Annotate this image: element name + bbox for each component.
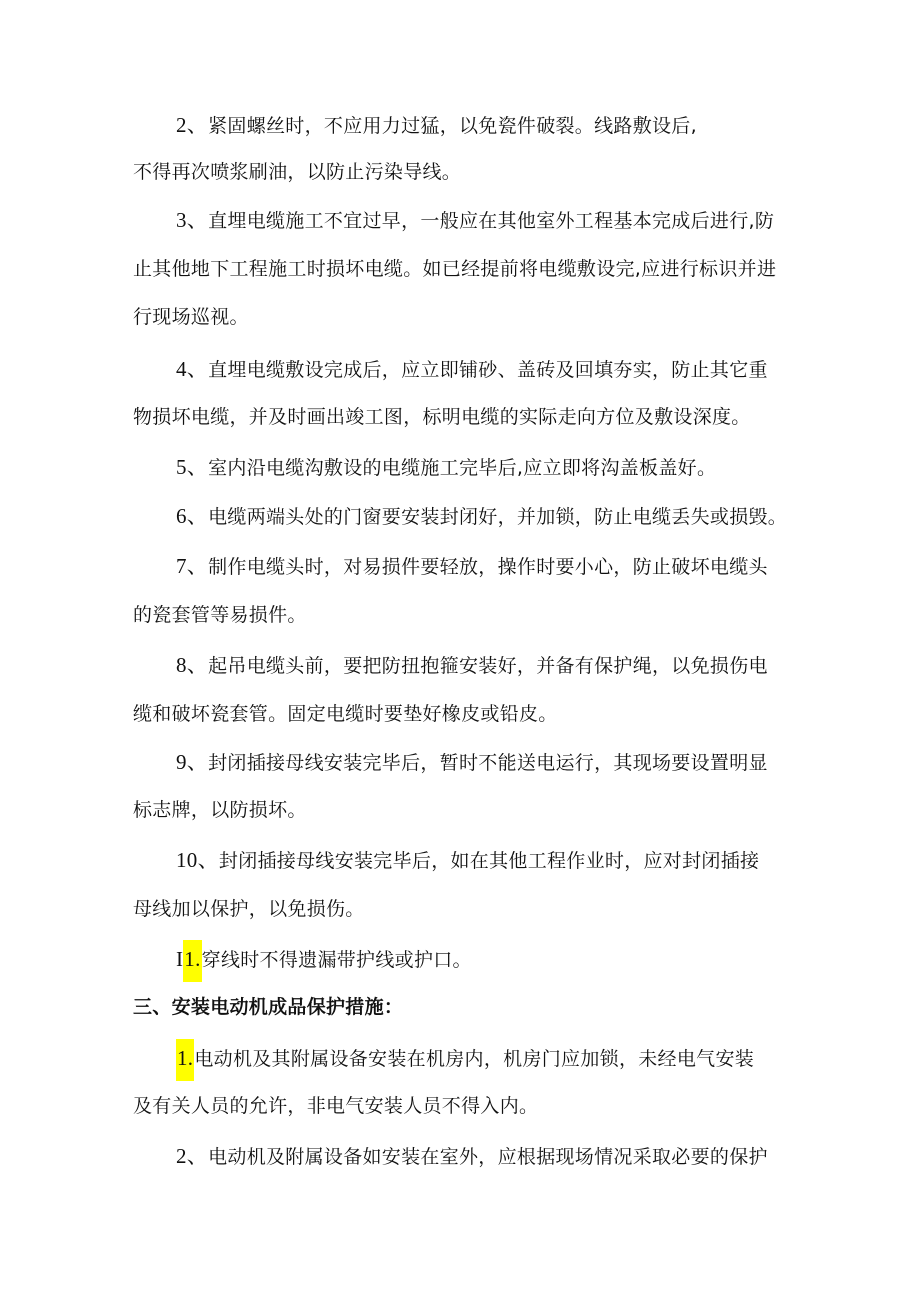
paragraph-text: 物损坏电缆，并及时画出竣工图，标明电缆的实际走向方位及敷设深度。 xyxy=(133,406,751,428)
item-number: 3、 xyxy=(176,208,209,232)
paragraph-line xyxy=(176,940,472,982)
paragraph-text: 封闭插接母线安装完毕后，暂时不能送电运行，其现场要设置明显 xyxy=(208,752,768,774)
paragraph-line xyxy=(176,553,768,580)
paragraph-text: 制作电缆头时，对易损件要轻放，操作时要小心，防止破坏电缆头 xyxy=(208,556,768,578)
paragraph-text: 电缆两端头处的门窗要安装封闭好，并加锁，防止电缆丢失或损毁。 xyxy=(208,506,788,528)
paragraph-line xyxy=(176,652,768,679)
item-number: 8、 xyxy=(176,653,209,677)
paragraph-text: 封闭插接母线安装完毕后，如在其他工程作业时，应对封闭插接 xyxy=(218,850,760,872)
paragraph-text: 电动机及其附属设备安装在机房内，机房门应加锁，未经电气安装 xyxy=(194,1048,755,1070)
paragraph-text: 行现场巡视。 xyxy=(133,306,249,328)
paragraph-text: 缆和破坏瓷套管。固定电缆时要垫好橡皮或铅皮。 xyxy=(133,703,558,725)
paragraph-line xyxy=(176,749,768,776)
item-number: I xyxy=(176,947,184,971)
item-number-highlight: 1. xyxy=(176,1039,194,1081)
paragraph-text: 及有关人员的允许，非电气安装人员不得入内。 xyxy=(133,1095,539,1117)
paragraph-line xyxy=(133,797,307,823)
paragraph-line xyxy=(133,304,249,330)
paragraph-line xyxy=(176,207,774,234)
paragraph-line xyxy=(176,847,759,874)
paragraph-line xyxy=(176,503,787,530)
paragraph-text: 标志牌，以防损坏。 xyxy=(133,799,307,821)
paragraph-text: 紧固螺丝时，不应用力过猛，以免瓷件破裂。线路敷设后, xyxy=(208,115,697,137)
paragraph-text: 不得再次喷浆刷油，以防止污染导线。 xyxy=(133,161,462,183)
paragraph-line xyxy=(176,1143,768,1170)
item-number: 2、 xyxy=(176,113,209,137)
paragraph-line xyxy=(133,602,307,628)
item-number: 6、 xyxy=(176,504,209,528)
section-heading: 三、安装电动机成品保护措施： xyxy=(133,996,404,1018)
paragraph-text: 直埋电缆敷设完成后，应立即铺砂、盖砖及回填夯实，防止其它重 xyxy=(208,359,768,381)
item-number: 5、 xyxy=(176,455,209,479)
paragraph-line xyxy=(176,1039,754,1081)
item-number: 7、 xyxy=(176,554,209,578)
paragraph-text: 穿线时不得遗漏带护线或护口。 xyxy=(201,949,472,971)
paragraph-line xyxy=(176,112,697,139)
paragraph-line xyxy=(176,356,768,383)
paragraph-text: 的瓷套管等易损件。 xyxy=(133,604,307,626)
paragraph-text: 电动机及附属设备如安装在室外，应根据现场情况采取必要的保护 xyxy=(208,1146,768,1168)
item-number-highlight: 1. xyxy=(183,940,201,982)
paragraph-line xyxy=(133,1093,538,1119)
paragraph-line xyxy=(133,256,776,282)
paragraph-text: 止其他地下工程施工时损坏电缆。如已经提前将电缆敷设完,应进行标识并进 xyxy=(133,258,777,280)
item-number: 4、 xyxy=(176,357,209,381)
paragraph-line xyxy=(133,896,365,922)
paragraph-line xyxy=(133,159,461,185)
item-number: 9、 xyxy=(176,750,209,774)
paragraph-text: 母线加以保护，以免损伤。 xyxy=(133,898,365,920)
paragraph-text: 直埋电缆施工不宜过早，一般应在其他室外工程基本完成后进行,防 xyxy=(208,210,775,232)
paragraph-text: 室内沿电缆沟敷设的电缆施工完毕后,应立即将沟盖板盖好。 xyxy=(208,457,717,479)
item-number: 2、 xyxy=(176,1144,209,1168)
paragraph-text: 起吊电缆头前，要把防扭抱箍安装好，并备有保护绳，以免损伤电 xyxy=(208,655,768,677)
paragraph-line xyxy=(133,701,558,727)
item-number: 10、 xyxy=(176,848,219,872)
paragraph-line xyxy=(133,404,751,430)
paragraph-line xyxy=(176,454,716,481)
